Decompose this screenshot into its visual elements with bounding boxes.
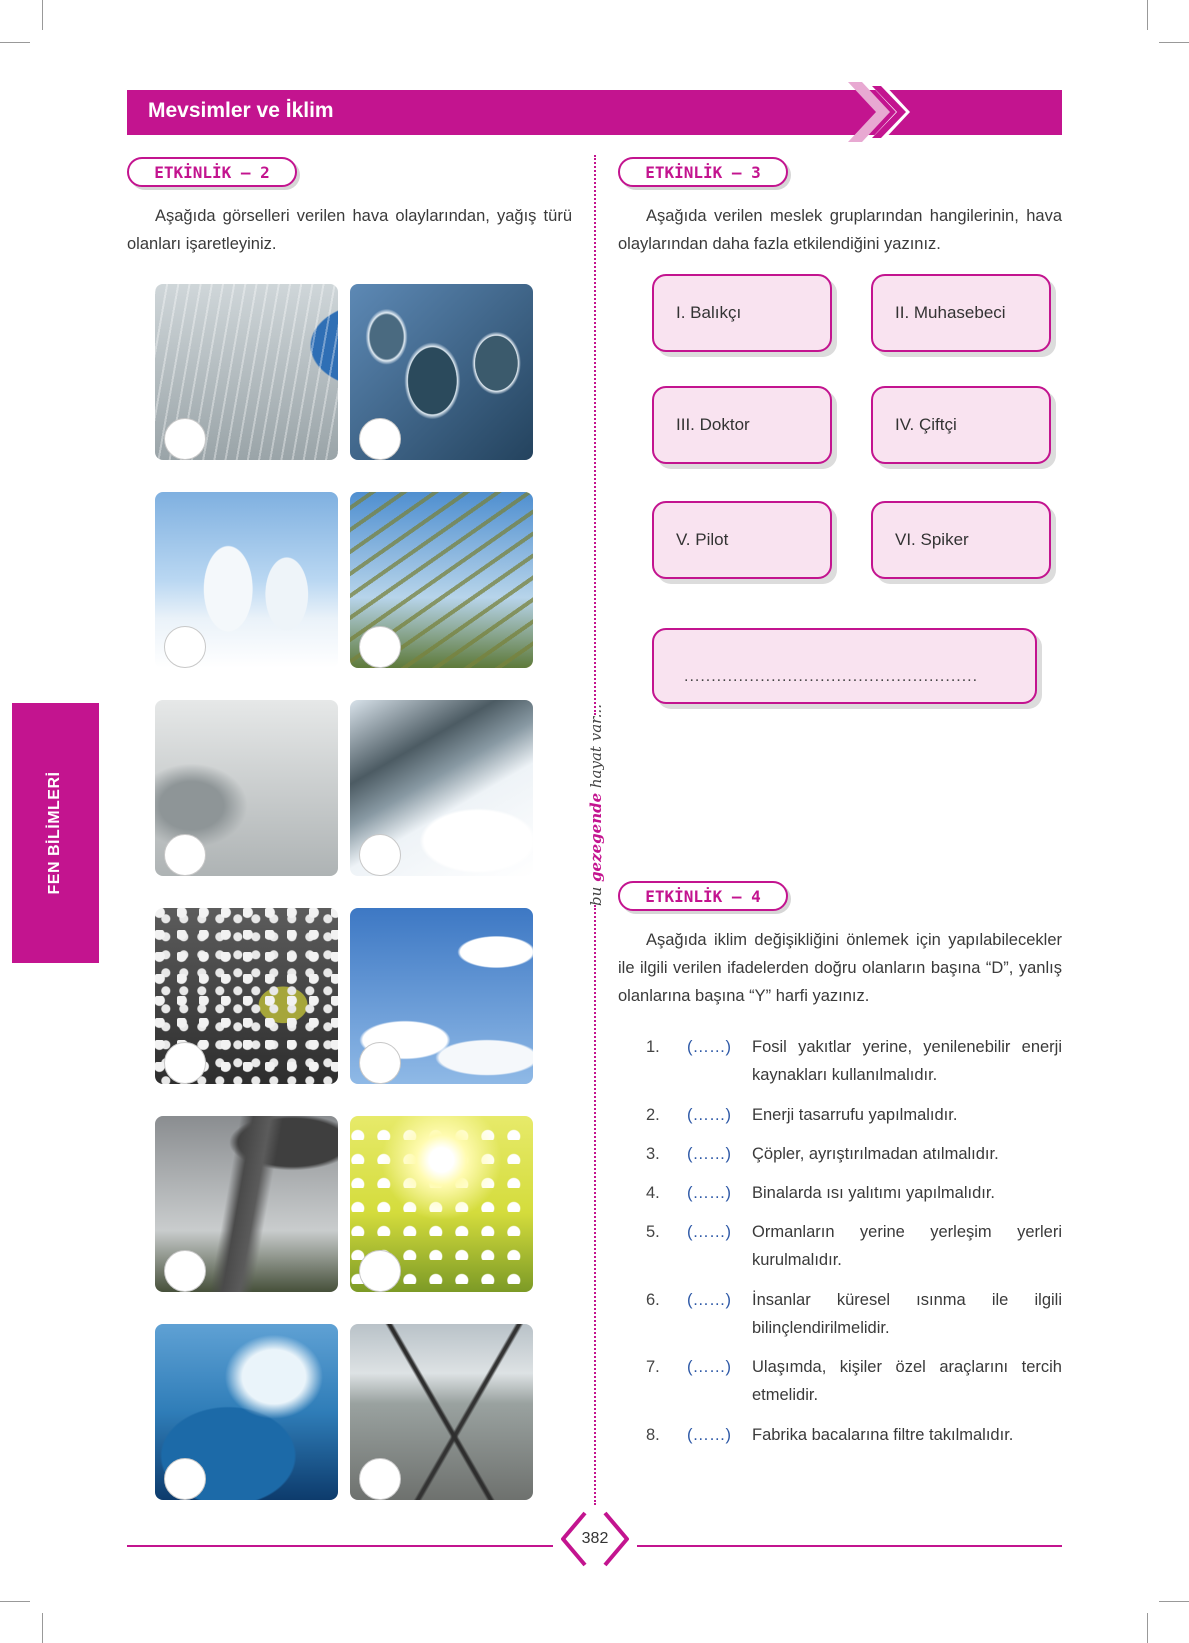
select-circle[interactable] (164, 418, 206, 460)
crop-mark (0, 1601, 30, 1602)
crop-mark (42, 1613, 43, 1643)
footer-line (637, 1545, 1062, 1547)
crop-mark (42, 0, 43, 30)
answer-blank[interactable]: (……) (687, 1106, 731, 1124)
job-box-spiker: VI. Spiker (871, 501, 1051, 579)
crop-mark (1147, 0, 1148, 30)
statement-item: 8. (……) Fabrika bacalarına filtre takılmalıdır. (640, 1421, 1062, 1449)
activity-2-badge: ETKİNLİK – 2 (127, 157, 297, 187)
select-circle[interactable] (359, 1042, 401, 1084)
answer-field[interactable]: ...................................................... (652, 628, 1037, 704)
select-circle[interactable] (164, 1042, 206, 1084)
job-box-doktor: III. Doktor (652, 386, 832, 464)
answer-blank[interactable]: (……) (687, 1426, 731, 1444)
avalanche-photo (350, 700, 533, 876)
job-box-ciftci: IV. Çiftçi (871, 386, 1051, 464)
statement-item: 2. (……) Enerji tasarrufu yapılmalıdır. (640, 1101, 1062, 1129)
hail-photo (155, 908, 338, 1084)
column-divider (594, 905, 596, 1505)
earthquake-cracked-road-photo (350, 1324, 533, 1500)
frost-leaves-photo (350, 284, 533, 460)
fog-photo (155, 700, 338, 876)
chevron-right-icon (848, 82, 918, 142)
select-circle[interactable] (359, 418, 401, 460)
select-circle[interactable] (359, 834, 401, 876)
snowy-trees-photo (155, 492, 338, 668)
answer-blank[interactable]: (……) (687, 1358, 731, 1376)
select-circle[interactable] (164, 626, 206, 668)
activity-3-badge: ETKİNLİK – 3 (618, 157, 788, 187)
statement-item: 3. (……) Çöpler, ayrıştırılmadan atılmalıdır. (640, 1140, 1062, 1168)
select-circle[interactable] (164, 1250, 206, 1292)
crop-mark (1159, 1601, 1189, 1602)
crop-mark (1159, 42, 1189, 43)
statement-item: 6. (……) İnsanlar küresel ısınma ile ilgili bilinçlendirilmelidir. (640, 1286, 1062, 1342)
select-circle[interactable] (164, 834, 206, 876)
select-circle[interactable] (359, 626, 401, 668)
footer-line (127, 1545, 553, 1547)
activity-3-instruction: Aşağıda verilen meslek gruplarından hangilerinin, hava olaylarından daha fazla etkilendiğini yazınız. (618, 207, 1062, 253)
select-circle[interactable] (359, 1250, 401, 1292)
answer-blank[interactable]: (……) (687, 1184, 731, 1202)
sidebar-label: FEN BİLİMLERİ (46, 771, 63, 895)
select-circle[interactable] (359, 1458, 401, 1500)
wind-grass-photo (350, 492, 533, 668)
job-box-pilot: V. Pilot (652, 501, 832, 579)
sunny-daisies-photo (350, 1116, 533, 1292)
page-title: Mevsimler ve İklim (148, 99, 334, 122)
activity-2-instruction: Aşağıda görselleri verilen hava olaylarından, yağış türü olanları işaretleyiniz. (127, 207, 572, 253)
statement-item: 5. (……) Ormanların yerine yerleşim yerleri kurulmalıdır. (640, 1218, 1062, 1274)
answer-blank[interactable]: (……) (687, 1145, 731, 1163)
slogan: bu gezegende hayat var... (587, 704, 605, 906)
statement-item: 1. (……) Fosil yakıtlar yerine, yenilenebilir enerji kaynakları kullanılmalıdır. (640, 1033, 1062, 1089)
activity-4-badge: ETKİNLİK – 4 (618, 881, 788, 911)
page-number: 382 (581, 1530, 609, 1547)
answer-blank[interactable]: (……) (687, 1038, 731, 1056)
cloudy-sky-photo (350, 908, 533, 1084)
job-box-balikci: I. Balıkçı (652, 274, 832, 352)
rain-umbrella-photo (155, 284, 338, 460)
column-divider (594, 155, 596, 715)
select-circle[interactable] (164, 1458, 206, 1500)
statement-item: 7. (……) Ulaşımda, kişiler özel araçlarını tercih etmelidir. (640, 1353, 1062, 1409)
job-box-muhasebeci: II. Muhasebeci (871, 274, 1051, 352)
crop-mark (1147, 1613, 1148, 1643)
activity-4-instruction: Aşağıda iklim değişikliğini önlemek için yapılabilecekler ile ilgili verilen ifadelerden doğru olanların başına “D”, yanlış olanlarına başına “Y” harfi yazınız. (618, 931, 1062, 1005)
answer-blank[interactable]: (……) (687, 1291, 731, 1309)
answer-blank[interactable]: (……) (687, 1223, 731, 1241)
statement-item: 4. (……) Binalarda ısı yalıtımı yapılmalıdır. (640, 1179, 1062, 1207)
tornado-photo (155, 1116, 338, 1292)
ocean-wave-photo (155, 1324, 338, 1500)
crop-mark (0, 42, 30, 43)
